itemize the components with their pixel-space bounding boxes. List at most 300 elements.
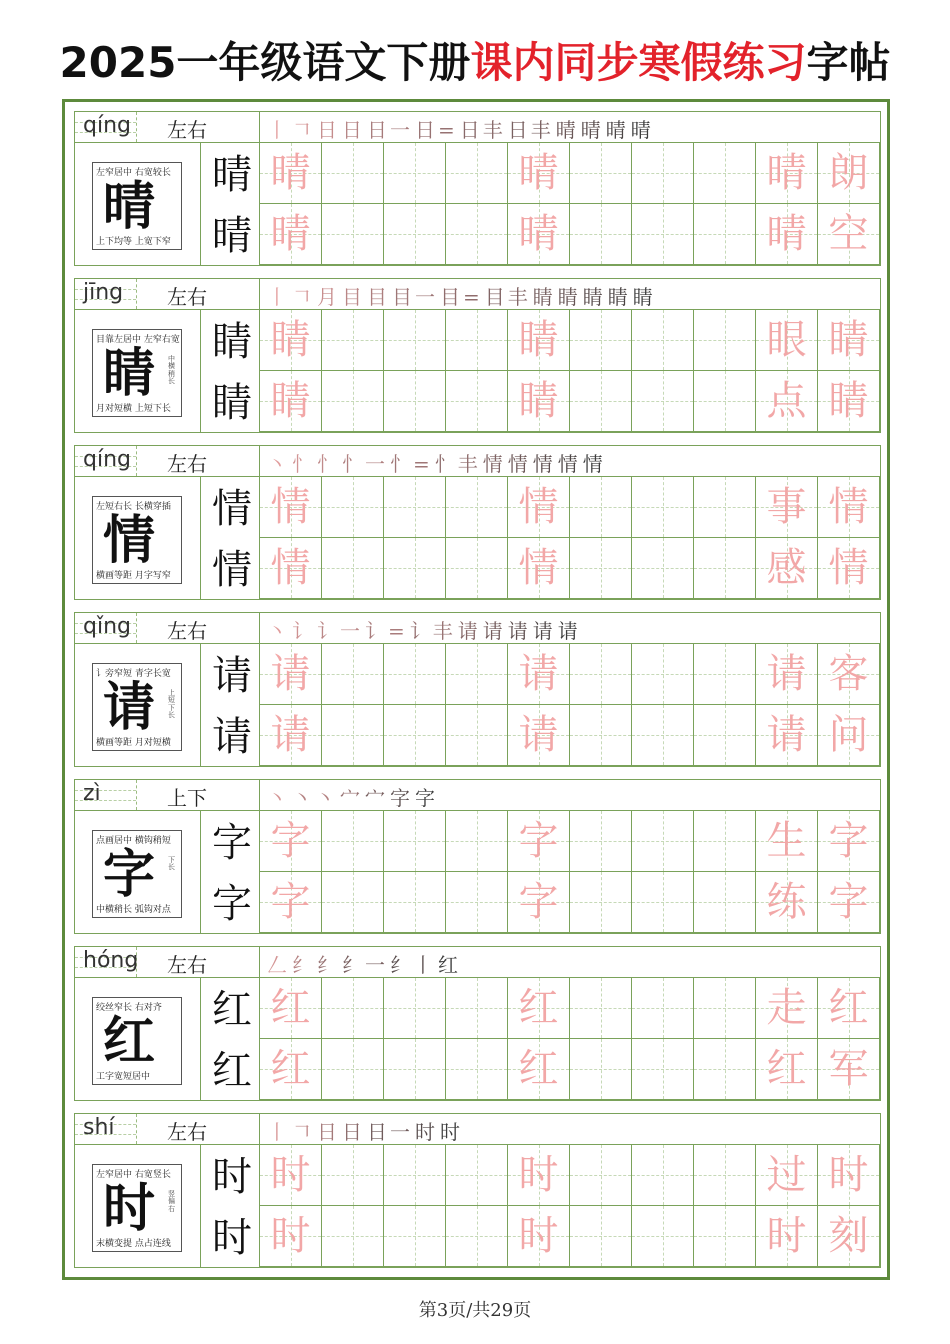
trace-character: 红 (518, 1046, 559, 1092)
stroke-order (267, 281, 658, 310)
trace-character: 问 (828, 712, 869, 758)
practice-cell[interactable] (446, 477, 508, 538)
practice-cell[interactable] (570, 371, 632, 432)
trace-character (322, 872, 383, 932)
reference-character: 红 (212, 987, 252, 1033)
practice-cell[interactable] (446, 143, 508, 204)
writing-tip-top: 目靠左居中 左窄右宽 (96, 335, 180, 345)
practice-cell[interactable] (570, 705, 632, 766)
stroke-step: 情 (482, 452, 506, 476)
practice-cell[interactable] (260, 872, 322, 933)
trace-character (384, 204, 445, 264)
writing-tip-bottom: 末横变提 点占连线 (96, 1239, 171, 1249)
stroke-step: 字 (415, 786, 438, 810)
structure-label: 左右 (167, 619, 207, 643)
trace-character (384, 477, 445, 537)
stroke-step: 睛 (632, 285, 656, 309)
practice-cell[interactable] (756, 477, 818, 538)
character-block-5 (74, 779, 881, 934)
trace-character: 空 (828, 211, 869, 257)
practice-grid (260, 978, 880, 1100)
trace-character: 字 (518, 818, 559, 864)
practice-cell[interactable] (384, 1206, 446, 1267)
practice-cell[interactable] (508, 1039, 570, 1100)
practice-cell[interactable] (632, 538, 694, 599)
practice-cell[interactable] (694, 477, 756, 538)
practice-cell[interactable] (508, 705, 570, 766)
practice-cell[interactable] (694, 310, 756, 371)
practice-cell[interactable] (632, 1206, 694, 1267)
writing-tip-side: 上短下长 (168, 689, 175, 720)
trace-character: 时 (828, 1152, 869, 1198)
stroke-step: 日丰 (459, 118, 506, 142)
practice-cell[interactable] (570, 477, 632, 538)
practice-cell[interactable] (694, 872, 756, 933)
header-divider (259, 947, 260, 977)
practice-cell[interactable] (694, 644, 756, 705)
column-divider (200, 477, 201, 599)
practice-cell[interactable] (322, 477, 384, 538)
reference-character: 时 (212, 1215, 252, 1261)
trace-character: 感 (766, 545, 807, 591)
trace-character (322, 477, 383, 537)
stroke-step: 𠃍 (292, 118, 315, 142)
practice-cell[interactable] (446, 705, 508, 766)
stroke-step: 睛 (607, 285, 631, 309)
trace-character (322, 1039, 383, 1099)
title-highlight: 课内同步寒假练习 (470, 38, 807, 87)
trace-character (632, 310, 693, 370)
practice-cell[interactable] (756, 705, 818, 766)
practice-cell[interactable] (570, 310, 632, 371)
demo-character-card (92, 329, 182, 417)
practice-cell[interactable] (322, 204, 384, 265)
practice-cell[interactable] (322, 1039, 384, 1100)
trace-character (446, 811, 507, 871)
practice-cell[interactable] (694, 1145, 756, 1206)
stroke-step: 日 (342, 118, 365, 142)
practice-cell[interactable] (322, 310, 384, 371)
practice-cell[interactable] (508, 978, 570, 1039)
trace-character (632, 705, 693, 765)
practice-cell[interactable] (384, 1039, 446, 1100)
practice-cell[interactable] (384, 1145, 446, 1206)
header-divider (259, 279, 260, 309)
practice-cell[interactable] (260, 310, 322, 371)
practice-cell[interactable] (322, 705, 384, 766)
practice-cell[interactable] (756, 538, 818, 599)
practice-cell[interactable] (818, 811, 880, 872)
practice-cell[interactable] (756, 1145, 818, 1206)
block-header (75, 947, 880, 978)
practice-cell[interactable] (260, 1145, 322, 1206)
practice-cell[interactable] (508, 644, 570, 705)
demo-character: 时 (103, 1178, 156, 1239)
practice-cell[interactable] (570, 538, 632, 599)
practice-cell[interactable] (446, 644, 508, 705)
trace-character (632, 477, 693, 537)
trace-character (384, 538, 445, 598)
header-divider (259, 112, 260, 142)
stroke-step: 字 (390, 786, 413, 810)
trace-character: 请 (766, 651, 807, 697)
reference-character: 晴 (212, 213, 252, 259)
trace-character (446, 1145, 507, 1205)
trace-character (570, 204, 631, 264)
header-divider (259, 1114, 260, 1144)
practice-cell[interactable] (384, 204, 446, 265)
trace-character (694, 143, 755, 203)
structure-label: 左右 (167, 953, 207, 977)
practice-cell[interactable] (570, 644, 632, 705)
practice-cell[interactable] (322, 872, 384, 933)
trace-character: 请 (270, 651, 311, 697)
practice-cell[interactable] (384, 872, 446, 933)
practice-cell[interactable] (446, 538, 508, 599)
practice-cell[interactable] (632, 1145, 694, 1206)
practice-cell[interactable] (322, 644, 384, 705)
trace-character: 晴 (518, 150, 559, 196)
trace-character: 走 (766, 985, 807, 1031)
writing-tip-top: 点画居中 横钩稍短 (96, 836, 171, 846)
practice-cell[interactable] (260, 1206, 322, 1267)
trace-character (632, 811, 693, 871)
trace-character (632, 872, 693, 932)
trace-character (446, 978, 507, 1038)
stroke-step: 红 (438, 953, 461, 977)
practice-cell[interactable] (632, 371, 694, 432)
practice-cell[interactable] (694, 1206, 756, 1267)
practice-cell[interactable] (570, 811, 632, 872)
trace-character: 睛 (270, 317, 311, 363)
writing-tip-side: 下长 (168, 856, 175, 872)
writing-tip-bottom: 月对短横 上短下长 (96, 404, 171, 414)
trace-character: 请 (518, 712, 559, 758)
trace-character (570, 538, 631, 598)
stroke-step: 丶 (267, 452, 290, 476)
practice-cell[interactable] (384, 371, 446, 432)
trace-character (322, 538, 383, 598)
reference-character: 请 (212, 653, 252, 699)
practice-cell[interactable] (632, 143, 694, 204)
practice-cell[interactable] (570, 204, 632, 265)
practice-cell[interactable] (756, 872, 818, 933)
practice-cell[interactable] (260, 978, 322, 1039)
trace-character (694, 872, 755, 932)
stroke-step: 纟一 (342, 953, 388, 977)
trace-character (694, 978, 755, 1038)
practice-cell[interactable] (508, 477, 570, 538)
trace-character: 客 (828, 651, 869, 697)
practice-cell[interactable] (756, 143, 818, 204)
trace-character (570, 371, 631, 431)
trace-character: 请 (766, 712, 807, 758)
stroke-step: 晴 (580, 118, 604, 142)
trace-character: 情 (270, 484, 311, 530)
practice-cell[interactable] (756, 811, 818, 872)
practice-cell[interactable] (818, 1206, 880, 1267)
practice-cell[interactable] (260, 477, 322, 538)
practice-cell[interactable] (446, 310, 508, 371)
practice-cell[interactable] (694, 811, 756, 872)
practice-cell[interactable] (632, 310, 694, 371)
practice-grid (260, 1145, 880, 1267)
stroke-step: 日 (342, 1120, 365, 1144)
trace-character: 情 (828, 484, 869, 530)
practice-cell[interactable] (570, 1145, 632, 1206)
practice-grid (260, 477, 880, 599)
trace-character: 红 (766, 1046, 807, 1092)
practice-cell[interactable] (632, 705, 694, 766)
trace-character: 晴 (270, 211, 311, 257)
practice-cell[interactable] (446, 978, 508, 1039)
practice-cell[interactable] (694, 1039, 756, 1100)
practice-cell[interactable] (756, 371, 818, 432)
trace-character (694, 1039, 755, 1099)
stroke-step: 讠 (292, 619, 315, 643)
practice-cell[interactable] (384, 644, 446, 705)
trace-character: 过 (766, 1152, 807, 1198)
practice-cell[interactable] (632, 872, 694, 933)
trace-character (570, 1039, 631, 1099)
practice-cell[interactable] (508, 143, 570, 204)
column-divider (200, 310, 201, 432)
practice-cell[interactable] (818, 371, 880, 432)
stroke-order (267, 114, 656, 143)
practice-cell[interactable] (322, 1145, 384, 1206)
stroke-order (267, 615, 583, 644)
trace-character (446, 872, 507, 932)
practice-cell[interactable] (446, 204, 508, 265)
practice-cell[interactable] (260, 143, 322, 204)
trace-character (322, 143, 383, 203)
stroke-step: 忄= (390, 452, 433, 476)
trace-character: 字 (828, 879, 869, 925)
trace-character (632, 538, 693, 598)
practice-cell[interactable] (570, 1206, 632, 1267)
practice-cell[interactable] (632, 1039, 694, 1100)
reference-character: 睛 (212, 319, 252, 365)
practice-cell[interactable] (260, 705, 322, 766)
practice-cell[interactable] (446, 811, 508, 872)
practice-cell[interactable] (384, 477, 446, 538)
practice-cell[interactable] (508, 204, 570, 265)
practice-cell[interactable] (446, 1145, 508, 1206)
practice-cell[interactable] (384, 310, 446, 371)
trace-character: 字 (270, 818, 311, 864)
stroke-step: 丨 (267, 118, 290, 142)
trace-character: 睛 (518, 317, 559, 363)
stroke-step: 𠃋 (267, 953, 290, 977)
practice-cell[interactable] (818, 978, 880, 1039)
trace-character: 时 (766, 1213, 807, 1259)
reference-character: 请 (212, 714, 252, 760)
stroke-step: 日丰 (507, 118, 554, 142)
trace-character (570, 143, 631, 203)
practice-cell[interactable] (570, 1039, 632, 1100)
practice-cell[interactable] (694, 371, 756, 432)
trace-character (632, 204, 693, 264)
practice-cell[interactable] (260, 1039, 322, 1100)
pinyin: qíng (83, 113, 131, 138)
trace-character (384, 644, 445, 704)
trace-character (384, 1206, 445, 1266)
trace-character (570, 1206, 631, 1266)
stroke-step: 宀 (365, 786, 388, 810)
stroke-step: 请 (457, 619, 481, 643)
practice-cell[interactable] (260, 371, 322, 432)
trace-character: 点 (766, 378, 807, 424)
practice-cell[interactable] (818, 538, 880, 599)
practice-cell[interactable] (322, 143, 384, 204)
practice-cell[interactable] (632, 811, 694, 872)
practice-cell[interactable] (508, 811, 570, 872)
practice-cell[interactable] (632, 978, 694, 1039)
trace-character (446, 143, 507, 203)
practice-cell[interactable] (446, 872, 508, 933)
trace-character (570, 872, 631, 932)
practice-cell[interactable] (384, 811, 446, 872)
practice-cell[interactable] (818, 705, 880, 766)
practice-cell[interactable] (260, 538, 322, 599)
trace-character (632, 644, 693, 704)
trace-character: 晴 (518, 211, 559, 257)
practice-grid (260, 310, 880, 432)
practice-grid (260, 143, 880, 265)
practice-cell[interactable] (818, 872, 880, 933)
practice-cell[interactable] (384, 538, 446, 599)
practice-cell[interactable] (260, 204, 322, 265)
reference-character: 红 (212, 1048, 252, 1094)
practice-cell[interactable] (818, 644, 880, 705)
trace-character: 红 (270, 1046, 311, 1092)
demo-character: 红 (103, 1011, 156, 1072)
practice-cell[interactable] (446, 371, 508, 432)
trace-character (322, 1145, 383, 1205)
practice-cell[interactable] (508, 310, 570, 371)
trace-character (694, 204, 755, 264)
practice-cell[interactable] (570, 872, 632, 933)
demo-character: 字 (103, 844, 156, 905)
character-block-7 (74, 1113, 881, 1268)
stroke-step: 讠= (365, 619, 408, 643)
trace-character (384, 143, 445, 203)
practice-cell[interactable] (322, 371, 384, 432)
trace-character: 睛 (828, 378, 869, 424)
trace-character (694, 705, 755, 765)
practice-cell[interactable] (818, 310, 880, 371)
practice-cell[interactable] (322, 811, 384, 872)
stroke-step: 请 (532, 619, 556, 643)
practice-cell[interactable] (632, 477, 694, 538)
stroke-step: 情 (557, 452, 581, 476)
practice-cell[interactable] (508, 872, 570, 933)
practice-cell[interactable] (632, 204, 694, 265)
practice-cell[interactable] (818, 1039, 880, 1100)
practice-cell[interactable] (508, 1206, 570, 1267)
practice-cell[interactable] (694, 978, 756, 1039)
stroke-step: 晴 (555, 118, 579, 142)
trace-character (694, 1145, 755, 1205)
practice-cell[interactable] (570, 978, 632, 1039)
trace-character (384, 371, 445, 431)
practice-cell[interactable] (818, 204, 880, 265)
practice-cell[interactable] (384, 978, 446, 1039)
practice-cell[interactable] (508, 371, 570, 432)
practice-cell[interactable] (694, 705, 756, 766)
practice-cell[interactable] (260, 811, 322, 872)
practice-cell[interactable] (756, 204, 818, 265)
practice-cell[interactable] (446, 1206, 508, 1267)
trace-character (694, 644, 755, 704)
trace-character (446, 204, 507, 264)
stroke-step: 纟丨 (390, 953, 436, 977)
practice-cell[interactable] (756, 644, 818, 705)
practice-cell[interactable] (384, 143, 446, 204)
trace-character: 情 (270, 545, 311, 591)
trace-character (570, 1145, 631, 1205)
writing-tip-bottom: 横画等距 月对短横 (96, 738, 171, 748)
practice-cell[interactable] (818, 1145, 880, 1206)
writing-tip-side: 中横稍长 (168, 355, 175, 386)
structure-label: 左右 (167, 118, 207, 142)
practice-cell[interactable] (508, 1145, 570, 1206)
trace-character (694, 477, 755, 537)
page-title (0, 30, 950, 90)
trace-character: 字 (270, 879, 311, 925)
practice-cell[interactable] (322, 978, 384, 1039)
demo-character-card (92, 496, 182, 584)
trace-character (446, 1039, 507, 1099)
trace-character: 时 (518, 1213, 559, 1259)
practice-cell[interactable] (694, 204, 756, 265)
stroke-step: 纟 (317, 953, 340, 977)
practice-cell[interactable] (260, 644, 322, 705)
trace-character: 情 (518, 545, 559, 591)
trace-character: 红 (518, 985, 559, 1031)
practice-cell[interactable] (818, 477, 880, 538)
trace-character (632, 371, 693, 431)
trace-character (384, 705, 445, 765)
practice-cell[interactable] (756, 978, 818, 1039)
writing-tip-bottom: 横画等距 月字写窄 (96, 571, 171, 581)
practice-cell[interactable] (322, 538, 384, 599)
writing-tip-top: 左窄居中 右宽竖长 (96, 1170, 171, 1180)
practice-cell[interactable] (322, 1206, 384, 1267)
practice-cell[interactable] (384, 705, 446, 766)
practice-cell[interactable] (818, 143, 880, 204)
practice-cell[interactable] (570, 143, 632, 204)
practice-cell[interactable] (694, 143, 756, 204)
stroke-order (267, 782, 440, 811)
demo-character-card (92, 997, 182, 1085)
practice-cell[interactable] (446, 1039, 508, 1100)
reference-character: 字 (212, 820, 252, 866)
block-header (75, 1114, 880, 1145)
practice-cell[interactable] (756, 310, 818, 371)
practice-cell[interactable] (694, 538, 756, 599)
demo-character: 情 (103, 510, 156, 571)
trace-character (322, 705, 383, 765)
trace-character (694, 538, 755, 598)
practice-cell[interactable] (508, 538, 570, 599)
trace-character (446, 705, 507, 765)
practice-cell[interactable] (632, 644, 694, 705)
trace-character (446, 477, 507, 537)
practice-cell[interactable] (756, 1039, 818, 1100)
practice-cell[interactable] (756, 1206, 818, 1267)
stroke-step: 请 (507, 619, 531, 643)
